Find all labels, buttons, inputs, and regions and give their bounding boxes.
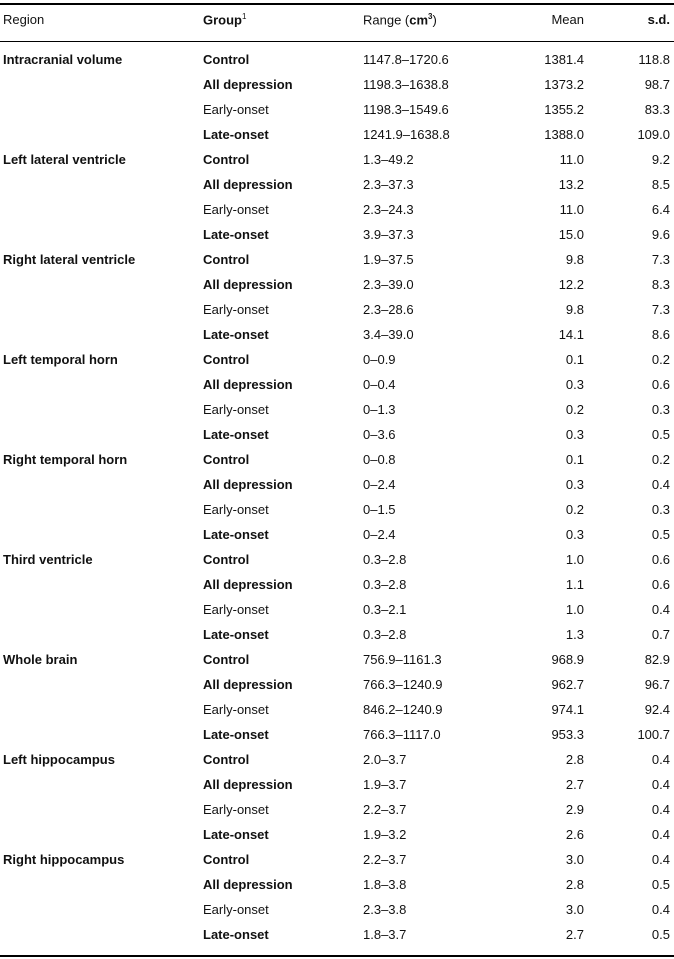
region-cell: Third ventricle bbox=[3, 552, 93, 567]
group-cell: Late-onset bbox=[203, 427, 269, 442]
mean-cell: 15.0 bbox=[558, 227, 584, 242]
group-cell: Late-onset bbox=[203, 527, 269, 542]
table-row bbox=[0, 474, 674, 499]
sd-cell: 118.8 bbox=[638, 52, 670, 67]
header-group-footnote: 1 bbox=[242, 12, 247, 21]
sd-cell: 0.4 bbox=[651, 852, 670, 867]
mean-cell: 0.1 bbox=[565, 352, 584, 367]
table-row bbox=[0, 449, 674, 474]
region-cell: Left lateral ventricle bbox=[3, 152, 126, 167]
mean-cell: 0.1 bbox=[565, 452, 584, 467]
header-range-suffix: ) bbox=[432, 12, 437, 28]
mean-cell: 0.3 bbox=[565, 427, 584, 442]
sd-cell: 0.4 bbox=[651, 752, 670, 767]
sd-cell: 0.5 bbox=[651, 927, 670, 942]
mean-cell: 1.3 bbox=[565, 627, 584, 642]
sd-cell: 0.5 bbox=[651, 427, 670, 442]
group-cell: Early-onset bbox=[203, 302, 269, 317]
mean-cell: 9.8 bbox=[565, 252, 584, 267]
group-cell: All depression bbox=[203, 77, 293, 92]
range-cell: 1241.9–1638.8 bbox=[363, 127, 450, 142]
table-row bbox=[0, 874, 674, 899]
sd-cell: 0.7 bbox=[651, 627, 670, 642]
region-cell: Intracranial volume bbox=[3, 52, 123, 67]
region-cell: Left temporal horn bbox=[3, 352, 118, 367]
sd-cell: 83.3 bbox=[644, 102, 670, 117]
group-cell: Early-onset bbox=[203, 402, 269, 417]
table-row bbox=[0, 749, 674, 774]
table-row bbox=[0, 599, 674, 624]
range-cell: 1147.8–1720.6 bbox=[363, 52, 449, 67]
group-cell: Early-onset bbox=[203, 502, 269, 517]
mean-cell: 1.0 bbox=[565, 552, 584, 567]
group-cell: All depression bbox=[203, 277, 293, 292]
sd-cell: 0.6 bbox=[651, 577, 670, 592]
group-cell: All depression bbox=[203, 777, 293, 792]
group-cell: All depression bbox=[203, 177, 293, 192]
table-row bbox=[0, 899, 674, 924]
range-cell: 3.4–39.0 bbox=[363, 327, 414, 342]
range-cell: 766.3–1240.9 bbox=[363, 677, 443, 692]
region-cell: Right hippocampus bbox=[3, 852, 125, 867]
table-body bbox=[0, 49, 674, 949]
sd-cell: 0.5 bbox=[651, 877, 670, 892]
region-cell: Right temporal horn bbox=[3, 452, 128, 467]
sd-cell: 9.2 bbox=[651, 152, 670, 167]
mean-cell: 14.1 bbox=[558, 327, 584, 342]
sd-cell: 82.9 bbox=[644, 652, 670, 667]
range-cell: 0.3–2.8 bbox=[363, 552, 407, 567]
group-cell: All depression bbox=[203, 577, 293, 592]
group-cell: All depression bbox=[203, 477, 293, 492]
table-row bbox=[0, 299, 674, 324]
mean-cell: 11.0 bbox=[559, 202, 584, 217]
header-range-unit-sup: 3 bbox=[428, 12, 433, 21]
region-cell: Whole brain bbox=[3, 652, 78, 667]
group-cell: All depression bbox=[203, 677, 293, 692]
range-cell: 1198.3–1549.6 bbox=[363, 102, 449, 117]
group-cell: Early-onset bbox=[203, 602, 269, 617]
mean-cell: 1381.4 bbox=[544, 52, 584, 67]
table-row bbox=[0, 49, 674, 74]
sd-cell: 100.7 bbox=[637, 727, 670, 742]
mean-cell: 2.9 bbox=[565, 802, 584, 817]
table-row bbox=[0, 574, 674, 599]
mean-cell: 1.1 bbox=[565, 577, 584, 592]
group-cell: Early-onset bbox=[203, 202, 269, 217]
sd-cell: 0.4 bbox=[651, 777, 670, 792]
mean-cell: 0.3 bbox=[565, 377, 584, 392]
mean-cell: 0.2 bbox=[565, 402, 584, 417]
group-cell: Late-onset bbox=[203, 727, 269, 742]
range-cell: 0–2.4 bbox=[363, 527, 396, 542]
table-row bbox=[0, 799, 674, 824]
header-sd: s.d. bbox=[647, 12, 670, 27]
mean-cell: 2.8 bbox=[565, 752, 584, 767]
mean-cell: 962.7 bbox=[551, 677, 584, 692]
sd-cell: 98.7 bbox=[644, 77, 670, 92]
range-cell: 3.9–37.3 bbox=[363, 227, 414, 242]
region-cell: Left hippocampus bbox=[3, 752, 115, 767]
group-cell: Late-onset bbox=[203, 127, 269, 142]
range-cell: 1198.3–1638.8 bbox=[363, 77, 449, 92]
sd-cell: 109.0 bbox=[637, 127, 670, 142]
table-row bbox=[0, 124, 674, 149]
range-cell: 1.9–3.2 bbox=[363, 827, 407, 842]
header-group-label: Group bbox=[203, 12, 242, 28]
mean-cell: 13.2 bbox=[558, 177, 584, 192]
group-cell: Control bbox=[203, 552, 250, 567]
mean-cell: 9.8 bbox=[565, 302, 584, 317]
group-cell: Control bbox=[203, 352, 250, 367]
table-row bbox=[0, 174, 674, 199]
range-cell: 2.0–3.7 bbox=[363, 752, 407, 767]
sd-cell: 0.6 bbox=[651, 552, 670, 567]
table-bottom-rule bbox=[0, 955, 674, 957]
group-cell: Late-onset bbox=[203, 627, 269, 642]
mean-cell: 2.7 bbox=[565, 927, 584, 942]
range-cell: 0.3–2.1 bbox=[363, 602, 407, 617]
group-cell: Early-onset bbox=[203, 902, 269, 917]
range-cell: 2.2–3.7 bbox=[363, 802, 407, 817]
range-cell: 766.3–1117.0 bbox=[363, 727, 441, 742]
table-row bbox=[0, 249, 674, 274]
range-cell: 0–3.6 bbox=[363, 427, 396, 442]
range-cell: 2.3–39.0 bbox=[363, 277, 414, 292]
mean-cell: 968.9 bbox=[551, 652, 584, 667]
sd-cell: 9.6 bbox=[651, 227, 670, 242]
range-cell: 1.9–37.5 bbox=[363, 252, 414, 267]
sd-cell: 8.3 bbox=[651, 277, 670, 292]
header-range bbox=[363, 12, 437, 27]
table-row bbox=[0, 399, 674, 424]
mean-cell: 2.8 bbox=[565, 877, 584, 892]
header-range-prefix: Range ( bbox=[363, 12, 410, 28]
table-row bbox=[0, 274, 674, 299]
group-cell: Early-onset bbox=[203, 102, 269, 117]
sd-cell: 0.3 bbox=[651, 402, 670, 417]
table-row bbox=[0, 674, 674, 699]
sd-cell: 0.2 bbox=[651, 452, 670, 467]
mean-cell: 2.6 bbox=[565, 827, 584, 842]
table-row bbox=[0, 199, 674, 224]
group-cell: Control bbox=[203, 752, 250, 767]
table-row bbox=[0, 224, 674, 249]
mean-cell: 12.2 bbox=[558, 277, 584, 292]
group-cell: All depression bbox=[203, 377, 293, 392]
range-cell: 0–1.3 bbox=[363, 402, 396, 417]
mean-cell: 1.0 bbox=[565, 602, 584, 617]
sd-cell: 7.3 bbox=[651, 302, 670, 317]
range-cell: 1.3–49.2 bbox=[363, 152, 414, 167]
table-row bbox=[0, 499, 674, 524]
mean-cell: 0.2 bbox=[565, 502, 584, 517]
range-cell: 0–1.5 bbox=[363, 502, 396, 517]
table-row bbox=[0, 349, 674, 374]
sd-cell: 0.4 bbox=[651, 827, 670, 842]
region-cell: Right lateral ventricle bbox=[3, 252, 136, 267]
table-row bbox=[0, 774, 674, 799]
table-row bbox=[0, 549, 674, 574]
table-row bbox=[0, 424, 674, 449]
sd-cell: 0.3 bbox=[651, 502, 670, 517]
mean-cell: 1373.2 bbox=[544, 77, 584, 92]
range-cell: 2.3–3.8 bbox=[363, 902, 407, 917]
group-cell: Late-onset bbox=[203, 327, 269, 342]
mean-cell: 1355.2 bbox=[544, 102, 584, 117]
group-cell: Control bbox=[203, 252, 250, 267]
table-row bbox=[0, 149, 674, 174]
group-cell: Early-onset bbox=[203, 802, 269, 817]
sd-cell: 0.5 bbox=[651, 527, 670, 542]
mean-cell: 3.0 bbox=[565, 902, 584, 917]
sd-cell: 6.4 bbox=[651, 202, 670, 217]
range-cell: 756.9–1161.3 bbox=[363, 652, 442, 667]
sd-cell: 8.5 bbox=[651, 177, 670, 192]
range-cell: 0.3–2.8 bbox=[363, 627, 407, 642]
sd-cell: 96.7 bbox=[644, 677, 670, 692]
table-row bbox=[0, 324, 674, 349]
sd-cell: 92.4 bbox=[644, 702, 670, 717]
header-region: Region bbox=[3, 12, 45, 27]
range-cell: 0.3–2.8 bbox=[363, 577, 407, 592]
table-row bbox=[0, 924, 674, 949]
sd-cell: 7.3 bbox=[651, 252, 670, 267]
table-row bbox=[0, 649, 674, 674]
header-group bbox=[203, 12, 246, 27]
mean-cell: 3.0 bbox=[565, 852, 584, 867]
mean-cell: 974.1 bbox=[551, 702, 584, 717]
table-header bbox=[0, 10, 674, 34]
group-cell: Control bbox=[203, 152, 250, 167]
sd-cell: 8.6 bbox=[651, 327, 670, 342]
table-row bbox=[0, 374, 674, 399]
table-row bbox=[0, 74, 674, 99]
range-cell: 0–0.9 bbox=[363, 352, 396, 367]
sd-cell: 0.4 bbox=[651, 477, 670, 492]
range-cell: 0–0.8 bbox=[363, 452, 396, 467]
sd-cell: 0.4 bbox=[651, 602, 670, 617]
mean-cell: 1388.0 bbox=[544, 127, 584, 142]
mean-cell: 2.7 bbox=[565, 777, 584, 792]
mean-cell: 0.3 bbox=[565, 527, 584, 542]
sd-cell: 0.6 bbox=[651, 377, 670, 392]
sd-cell: 0.2 bbox=[651, 352, 670, 367]
range-cell: 1.9–3.7 bbox=[363, 777, 407, 792]
table-row bbox=[0, 824, 674, 849]
mean-cell: 0.3 bbox=[565, 477, 584, 492]
table-row bbox=[0, 849, 674, 874]
range-cell: 2.3–24.3 bbox=[363, 202, 414, 217]
range-cell: 2.3–28.6 bbox=[363, 302, 414, 317]
group-cell: Control bbox=[203, 452, 250, 467]
table-row bbox=[0, 99, 674, 124]
group-cell: Control bbox=[203, 652, 250, 667]
table-row bbox=[0, 624, 674, 649]
range-cell: 2.3–37.3 bbox=[363, 177, 414, 192]
table-top-rule bbox=[0, 3, 674, 5]
range-cell: 0–0.4 bbox=[363, 377, 396, 392]
sd-cell: 0.4 bbox=[651, 802, 670, 817]
group-cell: All depression bbox=[203, 877, 293, 892]
range-cell: 846.2–1240.9 bbox=[363, 702, 443, 717]
group-cell: Control bbox=[203, 852, 250, 867]
group-cell: Control bbox=[203, 52, 250, 67]
table-row bbox=[0, 699, 674, 724]
group-cell: Late-onset bbox=[203, 827, 269, 842]
header-range-unit: cm bbox=[409, 12, 429, 28]
range-cell: 1.8–3.8 bbox=[363, 877, 407, 892]
table-row bbox=[0, 724, 674, 749]
mean-cell: 11.0 bbox=[559, 152, 584, 167]
sd-cell: 0.4 bbox=[651, 902, 670, 917]
range-cell: 0–2.4 bbox=[363, 477, 396, 492]
table-row bbox=[0, 524, 674, 549]
range-cell: 2.2–3.7 bbox=[363, 852, 407, 867]
mean-cell: 953.3 bbox=[551, 727, 584, 742]
header-rule bbox=[0, 41, 674, 42]
header-mean: Mean bbox=[551, 12, 584, 27]
group-cell: Late-onset bbox=[203, 927, 269, 942]
group-cell: Early-onset bbox=[203, 702, 269, 717]
range-cell: 1.8–3.7 bbox=[363, 927, 407, 942]
group-cell: Late-onset bbox=[203, 227, 269, 242]
